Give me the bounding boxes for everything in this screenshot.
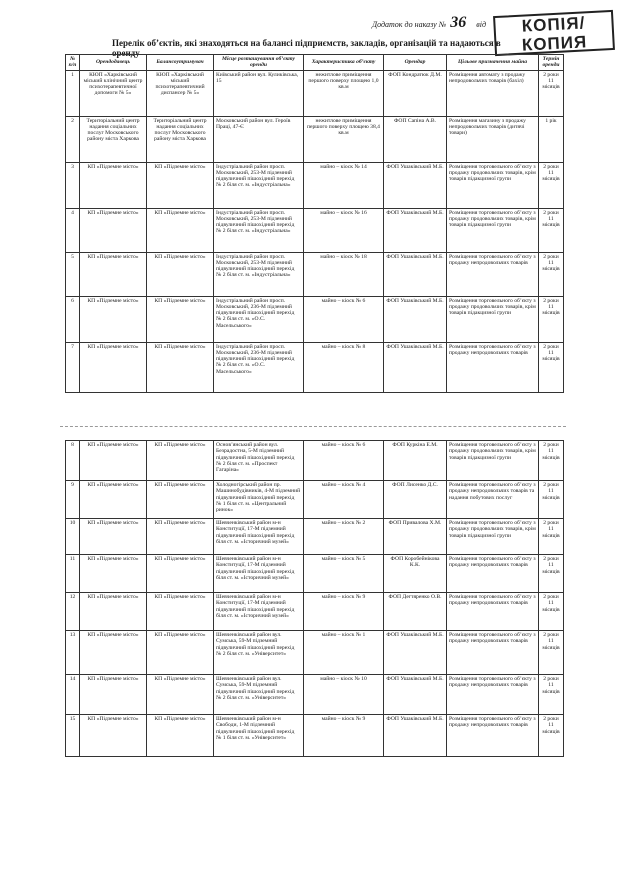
table-row [66,342,564,392]
object-cell: майно – кіоск № 14 [304,162,384,208]
location-cell: Основ’янський район вул. Безрадостна, 5-М підземний підвуличний пішохідний перехід № 2 біля ст. м. «Проспект Гагаріна» [214,441,304,481]
term-cell: 2 роки 11 місяців [539,208,564,252]
object-cell: майно – кіоск № 16 [304,208,384,252]
balance-holder-cell: КП «Підземне місто» [147,208,214,252]
row-number: 5 [66,252,80,296]
row-number: 10 [66,519,80,555]
objects-table-page-2 [65,440,564,757]
row-number: 7 [66,342,80,392]
table-row [66,481,564,519]
table-row [66,519,564,555]
purpose-cell: Розміщення торговельного об’єкту з продажу продовольчих товарів, крім товарів підакцизної групи [447,441,539,481]
balance-holder-cell: КП «Підземне місто» [147,631,214,675]
location-cell: Шевченківський район м-н Свободи, 1-М підземний підвуличний пішохідний перехід № 1 біля ст. м. «Університет» [214,715,304,757]
order-reference-prefix: Додаток до наказу № [372,20,447,29]
balance-holder-cell: КП «Підземне місто» [147,252,214,296]
term-cell: 2 роки 11 місяців [539,70,564,116]
row-number: 13 [66,631,80,675]
stamp-line-1: КОПІЯ/ [521,13,586,36]
balance-holder-cell: КП «Підземне місто» [147,342,214,392]
table-row [66,296,564,342]
tenant-cell: ФОП Ушаківський М.Б. [384,252,447,296]
balance-holder-cell: КП «Підземне місто» [147,296,214,342]
objects-table-page-1 [65,54,564,393]
col-header-lessor: Орендодавець [80,55,147,71]
table-row [66,252,564,296]
term-cell: 2 роки 11 місяців [539,162,564,208]
object-cell: майно – кіоск № 9 [304,593,384,631]
purpose-cell: Розміщення торговельного об’єкту з продажу непродовольчих товарів [447,715,539,757]
col-header-location: Місце розташування об’єкту оренди [214,55,304,71]
tenant-cell: ФОП Куркіна Е.М. [384,441,447,481]
term-cell: 2 роки 11 місяців [539,593,564,631]
location-cell: Індустріальний район просп. Московський, 236-М підземний підвуличний пішохідний перехід № 2 біля ст. м. «О.С. Масельського» [214,296,304,342]
object-cell: майно – кіоск № 18 [304,252,384,296]
lessor-cell: КП «Підземне місто» [80,593,147,631]
object-cell: майно – кіоск № 10 [304,675,384,715]
row-number: 9 [66,481,80,519]
lessor-cell: Територіальний центр надання соціальних послуг Московського району міста Харкова [80,116,147,162]
col-header-balance-holder: Балансоутримувач [147,55,214,71]
tenant-cell: ФОП Ушаківський М.Б. [384,342,447,392]
row-number: 14 [66,675,80,715]
lessor-cell: КП «Підземне місто» [80,675,147,715]
tenant-cell: ФОП Коробейнікова К.К. [384,555,447,593]
lessor-cell: КП «Підземне місто» [80,252,147,296]
term-cell: 2 роки 11 місяців [539,715,564,757]
lessor-cell: КП «Підземне місто» [80,296,147,342]
document-title: Перелік об’єктів, які знаходяться на балансі підприємств, закладів, організацій та надаються в оренду [112,38,501,58]
term-cell: 2 роки 11 місяців [539,519,564,555]
tenant-cell: ФОП Ушаківський М.Б. [384,296,447,342]
lessor-cell: КП «Підземне місто» [80,631,147,675]
balance-holder-cell: КП «Підземне місто» [147,519,214,555]
purpose-cell: Розміщення торговельного об’єкту з продажу непродовольчих товарів [447,675,539,715]
col-header-tenant: Орендар [384,55,447,71]
tenant-cell: ФОП Ушаківський М.Б. [384,715,447,757]
order-reference-suffix: від [476,20,487,29]
term-cell: 2 роки 11 місяців [539,342,564,392]
object-cell: майно – кіоск № 6 [304,296,384,342]
location-cell: Індустріальний район просп. Московський, 253-М підземний підвуличний пішохідний перехід № 2 біля ст. м. «Індустріальна» [214,162,304,208]
lessor-cell: КП «Підземне місто» [80,441,147,481]
purpose-cell: Розміщення магазину з продажу непродовольчих товарів (дитячі товари) [447,116,539,162]
tenant-cell: ФОП Ушаківський М.Б. [384,162,447,208]
tenant-cell: ФОП Привалова Х.М. [384,519,447,555]
balance-holder-cell: КП «Підземне місто» [147,481,214,519]
table-row [66,116,564,162]
lessor-cell: КП «Підземне місто» [80,208,147,252]
object-cell: майно – кіоск № 5 [304,555,384,593]
object-cell: майно – кіоск № 1 [304,631,384,675]
row-number: 1 [66,70,80,116]
purpose-cell: Розміщення торговельного об’єкту з продажу непродовольчих товарів [447,593,539,631]
table-row [66,555,564,593]
table-row [66,593,564,631]
order-reference [372,14,486,32]
term-cell: 2 роки 11 місяців [539,441,564,481]
page-divider [60,426,566,427]
row-number: 2 [66,116,80,162]
balance-holder-cell: КП «Підземне місто» [147,162,214,208]
term-cell: 2 роки 11 місяців [539,296,564,342]
location-cell: Шевченківський район вул. Сумська, 59-М підземний підвуличний пішохідний перехід № 2 біля ст. м. «Університет» [214,675,304,715]
tenant-cell: ФОП Ушаківський М.Б. [384,675,447,715]
purpose-cell: Розміщення торговельного об’єкту з продажу непродовольчих товарів [447,252,539,296]
col-header-number: № п/п [66,55,80,71]
balance-holder-cell: КП «Підземне місто» [147,441,214,481]
row-number: 4 [66,208,80,252]
object-cell: нежитлове приміщення першого поверху площею 1,0 кв.м [304,70,384,116]
balance-holder-cell: КП «Підземне місто» [147,675,214,715]
balance-holder-cell: КП «Підземне місто» [147,555,214,593]
purpose-cell: Розміщення торговельного об’єкту з продажу непродовольчих товарів [447,555,539,593]
term-cell: 1 рік [539,116,564,162]
object-cell: нежитлове приміщення першого поверху площею 38,4 кв.м [304,116,384,162]
lessor-cell: КП «Підземне місто» [80,519,147,555]
table-row [66,675,564,715]
lessor-cell: КП «Підземне місто» [80,481,147,519]
lessor-cell: КП «Підземне місто» [80,715,147,757]
lessor-cell: КП «Підземне місто» [80,162,147,208]
tenant-cell: ФОП Ушаківський М.Б. [384,631,447,675]
location-cell: Московський район вул. Героїв Праці, 47-Є [214,116,304,162]
table-row [66,715,564,757]
object-cell: майно – кіоск № 9 [304,715,384,757]
purpose-cell: Розміщення торговельного об’єкту з продажу непродовольчих товарів [447,631,539,675]
location-cell: Індустріальний район просп. Московський, 253-М підземний підвуличний пішохідний перехід № 2 біля ст. м. «Індустріальна» [214,208,304,252]
object-cell: майно – кіоск № 2 [304,519,384,555]
object-cell: майно – кіоск № 8 [304,342,384,392]
term-cell: 2 роки 11 місяців [539,631,564,675]
term-cell: 2 роки 11 місяців [539,675,564,715]
lessor-cell: КП «Підземне місто» [80,555,147,593]
term-cell: 2 роки 11 місяців [539,481,564,519]
location-cell: Шевченківський район м-н Конституції, 17-М підземний підвуличний пішохідний перехід біля ст. м. «Історичний музей» [214,519,304,555]
location-cell: Індустріальний район просп. Московський, 253-М підземний підвуличний пішохідний перехід № 2 біля ст. м. «Індустріальна» [214,252,304,296]
table-row [66,208,564,252]
stamp-line-2: КОПИЯ [521,32,588,55]
tenant-cell: ФОП Сапіна А.В. [384,116,447,162]
location-cell: Холодногірський район пр. Машинобудівників, 4-М підземний підвуличний пішохідний перехід № 1 біля ст. м. «Центральний ринок» [214,481,304,519]
purpose-cell: Розміщення торговельного об’єкту з продажу продовольчих товарів, крім товарів підакцизної групи [447,208,539,252]
row-number: 12 [66,593,80,631]
balance-holder-cell: КЮП «Харківський міський психотерапевтичний диспансер № 5» [147,70,214,116]
term-cell: 2 роки 11 місяців [539,555,564,593]
purpose-cell: Розміщення торговельного об’єкту з продажу непродовольчих товарів [447,342,539,392]
location-cell: Шевченківський район м-н Конституції, 17-М підземний підвуличний пішохідний перехід біля ст. м. «Історичний музей» [214,593,304,631]
lessor-cell: КЮП «Харківський міський клінічний центр психотерапевтичної допомоги № 5» [80,70,147,116]
table-row [66,631,564,675]
table-header-row [66,55,564,71]
table-row [66,70,564,116]
tenant-cell: ФОП Лисенко Д.С. [384,481,447,519]
table-row [66,162,564,208]
purpose-cell: Розміщення торговельного об’єкту з продажу продовольчих товарів, крім товарів підакцизної групи [447,162,539,208]
row-number: 11 [66,555,80,593]
term-cell: 2 роки 11 місяців [539,252,564,296]
location-cell: Індустріальний район просп. Московський, 236-М підземний підвуличний пішохідний перехід № 2 біля ст. м. «О.С. Масельського» [214,342,304,392]
balance-holder-cell: Територіальний центр надання соціальних послуг Московського району міста Харкова [147,116,214,162]
purpose-cell: Розміщення торговельного об’єкту з продажу продовольчих товарів, крім товарів підакцизної групи [447,296,539,342]
tenant-cell: ФОП Кондратюк Д.М. [384,70,447,116]
tenant-cell: ФОП Дегтяренко О.В. [384,593,447,631]
purpose-cell: Розміщення торговельного об’єкту з продажу продовольчих товарів, крім товарів підакцизної групи [447,519,539,555]
col-header-object: Характеристика об’єкту [304,55,384,71]
tenant-cell: ФОП Ушаківський М.Б. [384,208,447,252]
row-number: 8 [66,441,80,481]
row-number: 15 [66,715,80,757]
row-number: 6 [66,296,80,342]
col-header-term: Термін оренди [539,55,564,71]
location-cell: Шевченківський район м-н Конституції, 17-М підземний підвуличний пішохідний перехід біля ст. м. «Історичний музей» [214,555,304,593]
balance-holder-cell: КП «Підземне місто» [147,715,214,757]
purpose-cell: Розміщення торговельного об’єкту з продажу непродовольчих товарів та надання побутових послуг [447,481,539,519]
object-cell: майно – кіоск № 6 [304,441,384,481]
object-cell: майно – кіоск № 4 [304,481,384,519]
lessor-cell: КП «Підземне місто» [80,342,147,392]
col-header-purpose: Цільове призначення майна [447,55,539,71]
order-number: 36 [450,14,467,31]
location-cell: Київський район вул. Куликівська, 15 [214,70,304,116]
location-cell: Шевченківський район вул. Сумська, 59-М підземний підвуличний пішохідний перехід № 2 біля ст. м. «Університет» [214,631,304,675]
row-number: 3 [66,162,80,208]
purpose-cell: Розміщення автомату з продажу непродовольчих товарів (бахіл) [447,70,539,116]
table-row [66,441,564,481]
balance-holder-cell: КП «Підземне місто» [147,593,214,631]
